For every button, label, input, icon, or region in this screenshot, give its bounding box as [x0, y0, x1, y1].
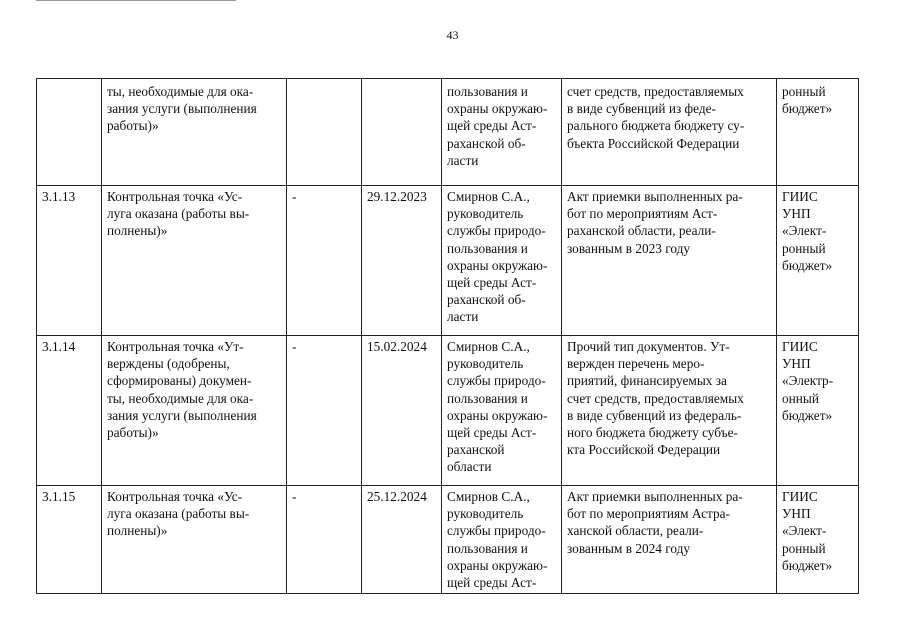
cell-title: Контрольная точка «Ут- верждены (одобрены, сформированы) докумен- ты, необходимые для ока- зания услуги (выполнения работы)» — [102, 336, 287, 486]
page-number: 43 — [446, 28, 459, 42]
cell-document: Акт приемки выполненных ра- бот по мероприятиям Астра- ханской области, реали- зованным в 2024 году — [562, 486, 777, 594]
cell-information-system: ронный бюджет» — [777, 79, 859, 186]
cell-document: Акт приемки выполненных ра- бот по мероприятиям Аст- раханской области, реали- зованным в 2023 году — [562, 186, 777, 336]
table-row — [37, 336, 859, 486]
cell-responsible: пользования и охраны окружаю- щей среды Аст- раханской об- ласти — [442, 79, 562, 186]
cell-end-date: 25.12.2024 — [362, 486, 442, 594]
cell-title: ты, необходимые для ока- зания услуги (выполнения работы)» — [102, 79, 287, 186]
cell-information-system: ГИИС УНП «Элект- ронный бюджет» — [777, 486, 859, 594]
cell-document: Прочий тип документов. Ут- вержден перечень меро- приятий, финансируемых за счет средств, предоставляемых в виде субвенций из федераль- ного бюджета бюджету субъе- кта Российской Федерации — [562, 336, 777, 486]
cell-number — [37, 79, 102, 186]
table-row — [37, 79, 859, 186]
table-row — [37, 486, 859, 594]
cell-number: 3.1.14 — [37, 336, 102, 486]
cell-responsible: Смирнов С.А., руководитель службы природо- пользования и охраны окружаю- щей среды Аст- раханской об- ласти — [442, 186, 562, 336]
cell-information-system: ГИИС УНП «Элект- ронный бюджет» — [777, 186, 859, 336]
cell-responsible: Смирнов С.А., руководитель службы природо- пользования и охраны окружаю- щей среды Аст- раханской области — [442, 336, 562, 486]
cell-responsible: Смирнов С.А., руководитель службы природо- пользования и охраны окружаю- щей среды Аст- — [442, 486, 562, 594]
cell-end-date — [362, 79, 442, 186]
top-rule — [36, 0, 236, 1]
cell-end-date: 29.12.2023 — [362, 186, 442, 336]
cell-start-date — [287, 79, 362, 186]
cell-document: счет средств, предоставляемых в виде субвенций из феде- рального бюджета бюджету су- бъекта Российской Федерации — [562, 79, 777, 186]
cell-start-date: - — [287, 486, 362, 594]
cell-title: Контрольная точка «Ус- луга оказана (работы вы- полнены)» — [102, 486, 287, 594]
table-row — [37, 186, 859, 336]
cell-start-date: - — [287, 186, 362, 336]
cell-end-date: 15.02.2024 — [362, 336, 442, 486]
cell-start-date: - — [287, 336, 362, 486]
cell-number: 3.1.15 — [37, 486, 102, 594]
cell-information-system: ГИИС УНП «Электр- онный бюджет» — [777, 336, 859, 486]
control-points-table — [36, 78, 859, 594]
cell-title: Контрольная точка «Ус- луга оказана (работы вы- полнены)» — [102, 186, 287, 336]
cell-number: 3.1.13 — [37, 186, 102, 336]
